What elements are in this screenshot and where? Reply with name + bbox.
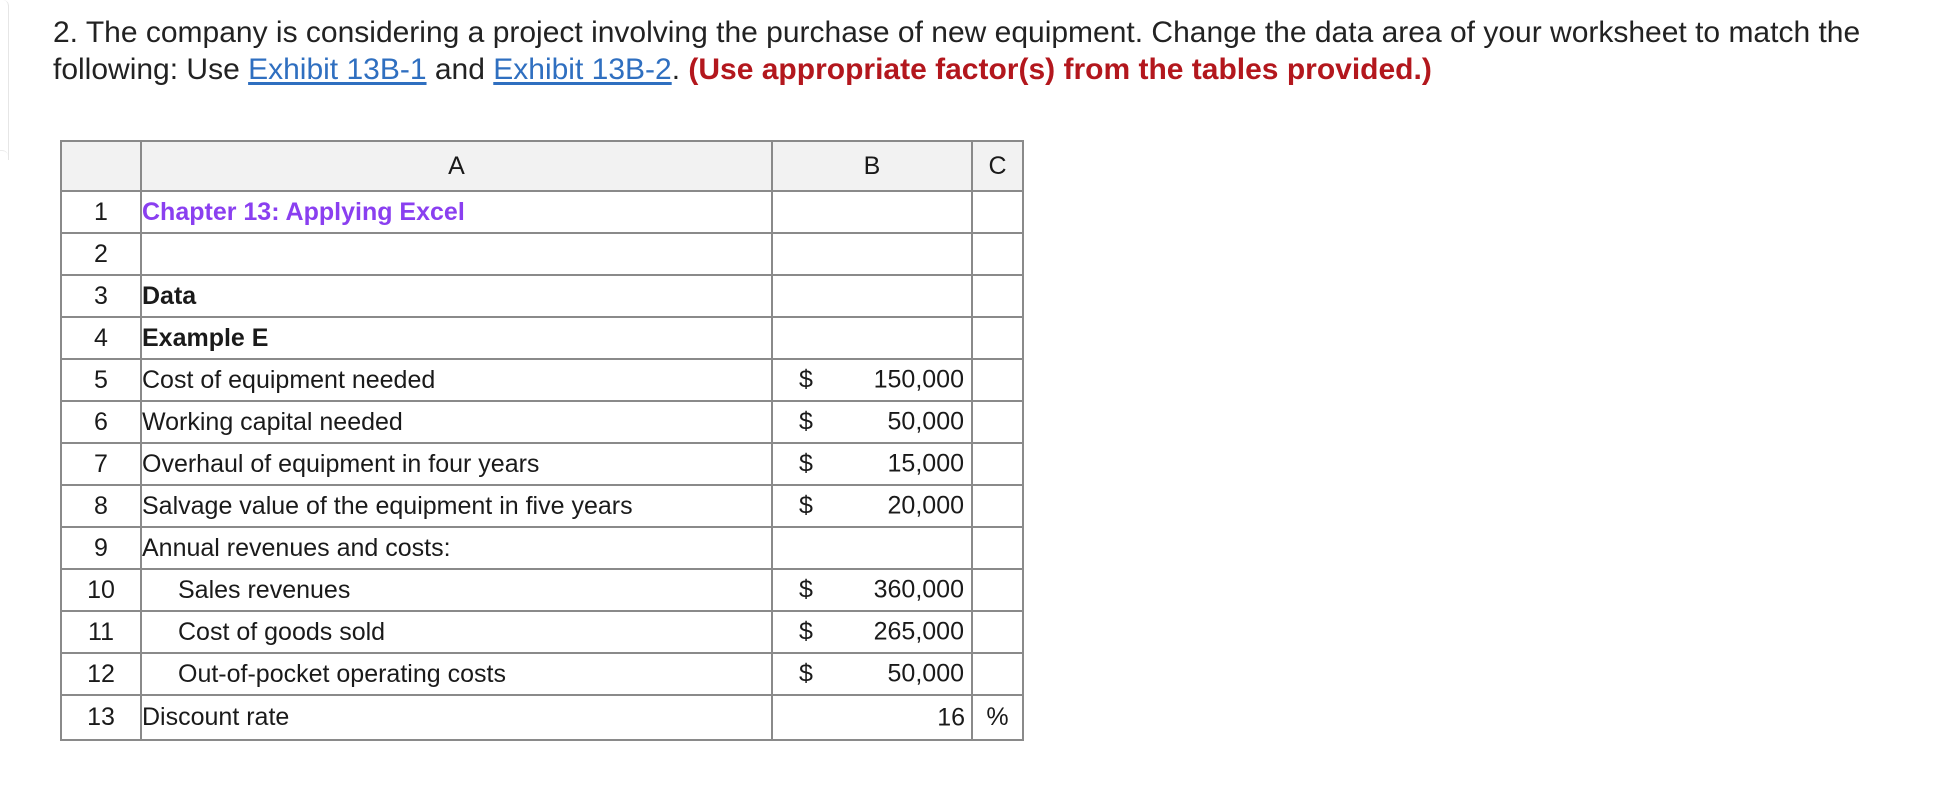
sheet-title-cell: Chapter 13: Applying Excel	[141, 191, 772, 233]
cell-value: 360,000	[873, 575, 964, 604]
cell-value: 15,000	[887, 449, 964, 478]
currency-symbol: $	[799, 449, 813, 478]
unit-cell	[972, 359, 1023, 401]
currency-symbol: $	[799, 365, 813, 394]
column-header-c: C	[972, 141, 1023, 191]
table-row	[61, 443, 1023, 485]
value-cell	[772, 359, 972, 401]
table-row	[61, 695, 1023, 740]
table-row	[61, 653, 1023, 695]
question-intro: 2. The company is considering a project involving the purchase of new equipment. Change the data area of your worksheet to match the following: Use	[53, 16, 1861, 86]
question-instruction: (Use appropriate factor(s) from the tables provided.)	[688, 53, 1432, 86]
value-cell	[772, 401, 972, 443]
unit-cell	[972, 191, 1023, 233]
unit-cell	[972, 485, 1023, 527]
value-cell	[772, 233, 972, 275]
table-row	[61, 275, 1023, 317]
currency-symbol: $	[799, 617, 813, 646]
row-number: 2	[61, 233, 141, 275]
label-cell: Salvage value of the equipment in five years	[141, 485, 772, 527]
value-cell	[772, 275, 972, 317]
value-cell	[772, 317, 972, 359]
column-header-a: A	[141, 141, 772, 191]
label-cell: Overhaul of equipment in four years	[141, 443, 772, 485]
label-cell: Annual revenues and costs:	[141, 527, 772, 569]
cell-value: 20,000	[887, 491, 964, 520]
row-number: 9	[61, 527, 141, 569]
row-number: 12	[61, 653, 141, 695]
table-row	[61, 191, 1023, 233]
row-number: 6	[61, 401, 141, 443]
question-punctuation: .	[671, 53, 689, 86]
table-row	[61, 485, 1023, 527]
unit-cell	[972, 611, 1023, 653]
label-cell: Cost of equipment needed	[141, 359, 772, 401]
currency-symbol: $	[799, 491, 813, 520]
value-cell	[772, 653, 972, 695]
value-cell	[772, 611, 972, 653]
cell-value: 150,000	[873, 365, 964, 394]
value-cell	[772, 527, 972, 569]
table-row	[61, 569, 1023, 611]
cell-value: 50,000	[887, 407, 964, 436]
table-row	[61, 317, 1023, 359]
question-text	[53, 14, 1933, 88]
row-number: 3	[61, 275, 141, 317]
unit-cell	[972, 317, 1023, 359]
label-cell: Working capital needed	[141, 401, 772, 443]
row-number: 1	[61, 191, 141, 233]
currency-symbol: $	[799, 407, 813, 436]
label-cell: Cost of goods sold	[141, 611, 772, 653]
left-edge-decoration	[0, 0, 9, 160]
value-cell	[772, 695, 972, 740]
section-label-cell: Example E	[141, 317, 772, 359]
currency-symbol: $	[799, 659, 813, 688]
question-conjunction: and	[426, 53, 494, 86]
table-row	[61, 611, 1023, 653]
table-row	[61, 359, 1023, 401]
column-header-row	[61, 141, 1023, 191]
label-cell: Out-of-pocket operating costs	[141, 653, 772, 695]
unit-cell	[972, 233, 1023, 275]
label-cell	[141, 233, 772, 275]
label-cell: Sales revenues	[141, 569, 772, 611]
cell-value: 16	[937, 703, 965, 731]
cell-value: 265,000	[873, 617, 964, 646]
currency-symbol: $	[799, 575, 813, 604]
value-cell	[772, 485, 972, 527]
table-row	[61, 527, 1023, 569]
row-number: 13	[61, 695, 141, 740]
value-cell	[772, 191, 972, 233]
unit-cell	[972, 569, 1023, 611]
column-header-b: B	[772, 141, 972, 191]
value-cell	[772, 569, 972, 611]
row-number: 11	[61, 611, 141, 653]
unit-cell	[972, 527, 1023, 569]
exhibit-13b-2-link[interactable]: Exhibit 13B-2	[493, 53, 672, 86]
unit-cell: %	[972, 695, 1023, 740]
cell-value: 50,000	[887, 659, 964, 688]
row-number: 7	[61, 443, 141, 485]
worksheet-table	[60, 140, 1024, 741]
label-cell: Discount rate	[141, 695, 772, 740]
unit-cell	[972, 401, 1023, 443]
value-cell	[772, 443, 972, 485]
row-number: 4	[61, 317, 141, 359]
row-number: 10	[61, 569, 141, 611]
left-edge-divider	[0, 150, 8, 191]
row-number: 5	[61, 359, 141, 401]
exhibit-13b-1-link[interactable]: Exhibit 13B-1	[248, 53, 427, 86]
table-row	[61, 401, 1023, 443]
section-label-cell: Data	[141, 275, 772, 317]
corner-cell	[61, 141, 141, 191]
unit-cell	[972, 443, 1023, 485]
table-row	[61, 233, 1023, 275]
row-number: 8	[61, 485, 141, 527]
unit-cell	[972, 653, 1023, 695]
unit-cell	[972, 275, 1023, 317]
